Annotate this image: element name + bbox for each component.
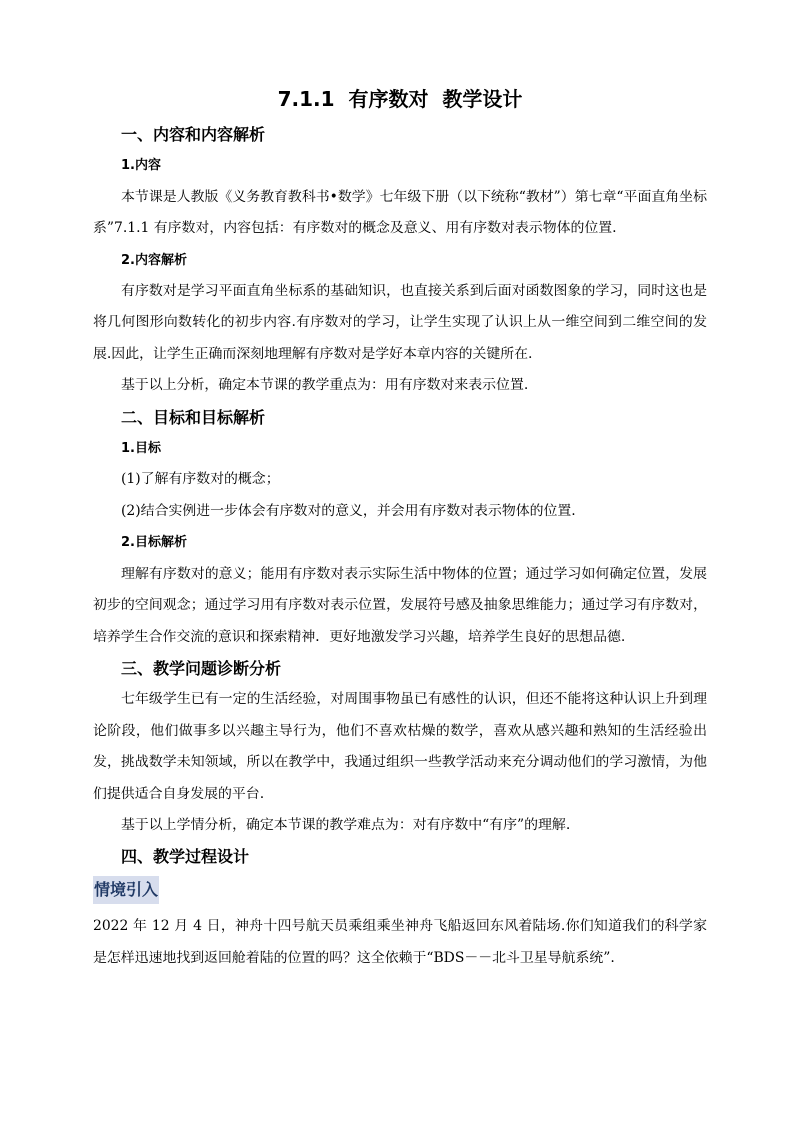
- highlight-row: [93, 873, 707, 908]
- paragraph-student-analysis: 七年级学生已有一定的生活经验，对周围事物虽已有感性的认识，但还不能将这种认识上升到理论阶段，他们做事多以兴趣主导行为，他们不喜欢枯燥的数学，喜欢从感兴趣和熟知的生活经验出发，挑战数学未知领域，所以在教学中，我通过组织一些教学活动来充分调动他们的学习激情，为他们提供适合自身发展的平台.: [93, 691, 707, 802]
- highlight-label: 情境引入: [93, 876, 159, 904]
- paragraph-goals-analysis: 理解有序数对的意义；能用有序数对表示实际生活中物体的位置；通过学习如何确定位置，发展初步的空间观念；通过学习用有序数对表示位置，发展符号感及抽象思维能力；通过学习有序数对，培养学生合作交流的意识和探索精神．更好地激发学习兴趣，培养学生良好的思想品德.: [93, 565, 707, 645]
- paragraph-content-analysis: 有序数对是学习平面直角坐标系的基础知识，也直接关系到后面对函数图象的学习，同时这也是将几何图形向数转化的初步内容.有序数对的学习，让学生实现了认识上从一维空间到二维空间的发展.因此，让学生正确而深刻地理解有序数对是学好本章内容的关键所在.: [93, 283, 707, 362]
- document-body: [93, 84, 707, 974]
- section-heading-diagnosis: 三、教学问题诊断分析: [121, 658, 282, 678]
- paragraph-intro: 2022 年 12 月 4 日，神舟十四号航天员乘组乘坐神舟飞船返回东风着陆场.你们知道我们的科学家是怎样迅速地找到返回舱着陆的位置的吗？这全依赖于“BDS－－北斗卫星导航系统”.: [93, 918, 707, 966]
- paragraph-key-point: 基于以上分析，确定本节课的教学重点为：用有序数对来表示位置.: [121, 377, 529, 394]
- subheading-goals: 1.目标: [121, 441, 161, 457]
- section-heading-content: 一、内容和内容解析: [121, 125, 266, 144]
- section-heading-process: 四、教学过程设计: [121, 847, 250, 867]
- page-title: 7.1.1 有序数对 教学设计: [277, 87, 523, 111]
- goal-item-1: (1)了解有序数对的概念；: [121, 471, 280, 488]
- paragraph-content: 本节课是人教版《义务教育教科书•数学》七年级下册（以下统称“教材”）第七章“平面直角坐标系”7.1.1 有序数对，内容包括：有序数对的概念及意义、用有序数对表示物体的位置.: [93, 188, 707, 237]
- paragraph-difficulty: 基于以上学情分析，确定本节课的教学难点为：对有序数中“有序”的理解.: [121, 816, 571, 833]
- section-heading-goals: 二、目标和目标解析: [121, 407, 266, 427]
- subheading-content-analysis: 2.内容解析: [121, 252, 187, 268]
- subheading-content: 1.内容: [121, 158, 161, 174]
- goal-item-2: (2)结合实例进一步体会有序数对的意义，并会用有序数对表示物体的位置.: [121, 502, 576, 519]
- subheading-goals-analysis: 2.目标解析: [121, 535, 187, 551]
